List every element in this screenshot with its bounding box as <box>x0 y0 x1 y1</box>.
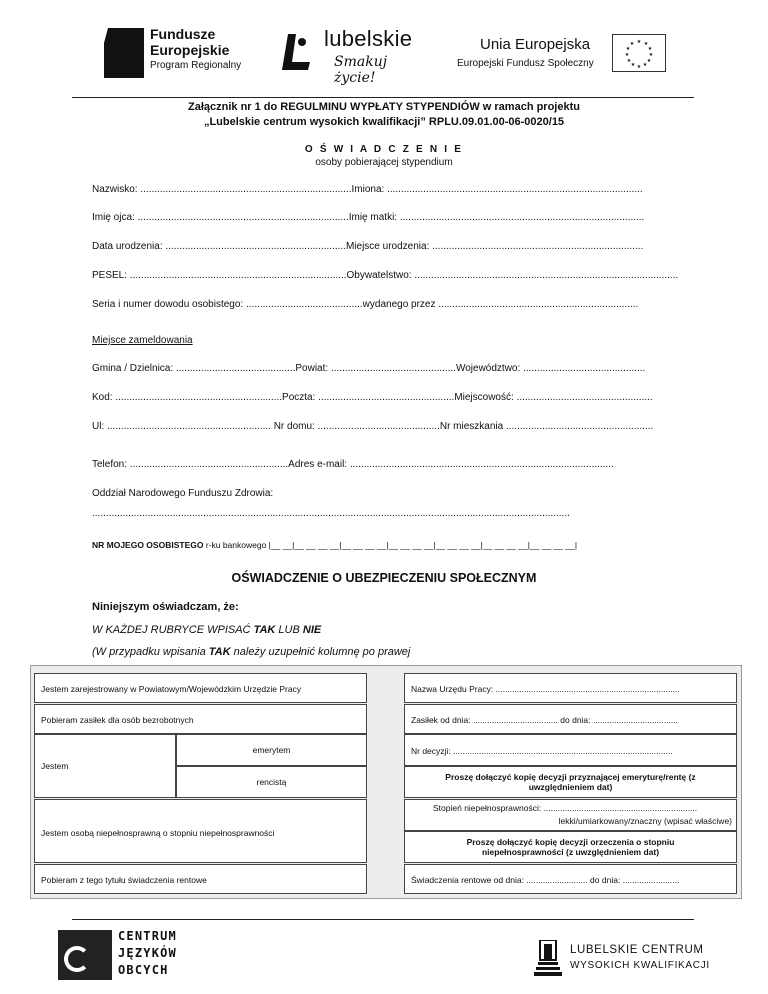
header-divider <box>72 97 694 98</box>
ue-title: Unia Europejska <box>480 36 591 53</box>
field-contact-row[interactable]: Telefon: .........................................................Adres e-mail: ............................................................................................... <box>92 459 614 470</box>
svg-text:★: ★ <box>643 41 649 47</box>
svg-text:★: ★ <box>624 52 630 58</box>
cjo-mark-icon <box>58 930 112 980</box>
declare-text: Niniejszym oświadczam, że: <box>92 601 239 613</box>
r2-left-text: Pobieram zasiłek dla osób bezrobotnych <box>41 715 194 725</box>
row-decision-number[interactable] <box>404 734 737 766</box>
cjo-line2: JĘZYKÓW <box>118 946 177 960</box>
instr1-c: LUB <box>275 624 303 636</box>
field-nfz-input[interactable]: ............................................................................................................................................................................ <box>92 508 570 519</box>
bank-account-boxes[interactable]: r-ku bankowego |__ __|__ __ __ __|__ __ __ __|__ __ __ __|__ __ __ __|__ __ __ __|__ __ __ __| <box>203 540 578 550</box>
r5-left-text: Pobieram z tego tytułu świadczenia rentowe <box>41 875 207 885</box>
field-id-row[interactable]: Seria i numer dowodu osobistego: ..........................................wydanego przez ........................................................................ <box>92 299 639 310</box>
row-disability[interactable] <box>34 799 367 863</box>
r3-pensioner-text: rencistą <box>256 777 287 787</box>
field-birth-row[interactable]: Data urodzenia: .................................................................Miejsce urodzenia: ............................................................................ <box>92 241 644 252</box>
instr2-tak: TAK <box>208 646 231 658</box>
centrum-jezykow-obcych-logo <box>58 928 178 984</box>
svg-text:★: ★ <box>642 62 648 68</box>
instr2-a: (W przypadku wpisania <box>92 646 209 658</box>
row-disability-note <box>404 831 737 863</box>
svg-text:★: ★ <box>636 39 642 45</box>
instr1-nie: NIE <box>302 624 322 636</box>
cjo-text <box>118 928 177 979</box>
row-unemployment-benefit[interactable] <box>34 704 367 734</box>
address-header: Miejsce zameldowania <box>92 335 193 346</box>
r3-left-text: Jestem <box>41 761 69 771</box>
svg-text:★: ★ <box>648 52 654 58</box>
fundusze-europejskie-logo <box>104 24 264 84</box>
r3-retiree-text: emerytem <box>252 745 291 755</box>
insurance-table <box>30 665 742 899</box>
instr1-tak: TAK <box>253 624 276 636</box>
instruction-1 <box>92 624 321 636</box>
r4-right-text1: Stopień niepełnosprawności: ................................................................. <box>433 803 698 813</box>
field-name-row[interactable]: Nazwisko: ............................................................................Imiona: ............................................................................................ <box>92 184 643 195</box>
r1-left-text: Jestem zarejestrowany w Powiatowym/Wojewódzkim Urzędzie Pracy <box>41 684 302 694</box>
lubelskie-slogan: Smakuj życie! <box>334 54 388 86</box>
row-unemployment-benefit-dates[interactable] <box>404 704 737 734</box>
unia-europejska-logo <box>454 30 666 80</box>
r4-right-text2: lekki/umiarkowany/znaczny (wpisać właściwe) <box>558 816 732 826</box>
r4-note-text: Proszę dołączyć kopię decyzji orzeczenia o stopniu niepełnosprawności (z uwzględnieniem dat) <box>466 837 675 857</box>
row-pension-benefits[interactable] <box>34 864 367 894</box>
fe-line1: Fundusze <box>150 26 216 42</box>
title-line2: „Lubelskie centrum wysokich kwalifikacji” RPLU.09.01.00-06-0020/15 <box>203 116 565 128</box>
svg-text:★: ★ <box>625 46 631 52</box>
r2-right-text: Zasiłek od dnia: .................................... do dnia: .................................... <box>411 715 678 725</box>
r3-note-text: Proszę dołączyć kopię decyzji przyznającej emeryturę/rentę (z uwzględnieniem dat) <box>445 772 696 792</box>
fe-subtitle: Program Regionalny <box>150 60 242 71</box>
field-gmina-row[interactable]: Gmina / Dzielnica: ...........................................Powiat: .............................................Województwo: ............................................ <box>92 363 646 374</box>
row-retiree[interactable] <box>176 734 367 766</box>
lubelskie-logo <box>276 26 426 86</box>
declaration-heading: O Ś W I A D C Z E N I E <box>304 144 464 155</box>
title-line1: Załącznik nr 1 do REGULMINU WYPŁATY STYPENDIÓW w ramach projektu <box>188 101 580 113</box>
row-pension-benefits-dates[interactable] <box>404 864 737 894</box>
lubelskie-mark-icon <box>280 32 314 72</box>
r5-right-text: Świadczenia rentowe od dnia: .......................... do dnia: ........................ <box>411 875 680 885</box>
svg-text:★: ★ <box>647 46 653 52</box>
instr2-c: należy uzupełnić kolumnę po prawej <box>230 646 411 658</box>
section-title: OŚWIADCZENIE O UBEZPIECZENIU SPOŁECZNYM <box>231 571 537 585</box>
lck-line1: LUBELSKIE CENTRUM <box>570 944 704 956</box>
lubelskie-text: lubelskie <box>324 26 413 51</box>
field-code-row[interactable]: Kod: ............................................................Poczta: .................................................Miejscowość: ................................................. <box>92 392 653 403</box>
lck-line2: WYSOKICH KWALIFIKACJI <box>570 960 710 971</box>
declaration-subheading: osoby pobierającej stypendium <box>315 157 453 168</box>
lck-stairs-icon <box>534 940 562 978</box>
svg-text:★: ★ <box>646 58 652 64</box>
lubelskie-centrum-logo <box>534 936 724 982</box>
r3-right-text: Nr decyzji: ............................................................................................. <box>411 746 673 756</box>
field-parents-row[interactable]: Imię ojca: ............................................................................Imię matki: ........................................................................................ <box>92 212 645 223</box>
svg-text:★: ★ <box>630 62 636 68</box>
svg-text:★: ★ <box>626 58 632 64</box>
field-pesel-row[interactable]: PESEL: ..............................................................................Obywatelstwo: ............................................................................................... <box>92 270 679 281</box>
eu-flag-icon <box>612 34 666 72</box>
row-pensioner[interactable] <box>176 766 367 798</box>
r4-left-text: Jestem osobą niepełnosprawną o stopniu niepełnosprawności <box>41 828 275 838</box>
instruction-2 <box>92 646 410 658</box>
field-street-row[interactable]: Ul: ........................................................... Nr domu: ............................................Nr mieszkania ..................................................... <box>92 421 654 432</box>
ue-subtitle: Europejski Fundusz Społeczny <box>457 58 594 69</box>
fe-star-icon <box>104 28 144 78</box>
bank-label: NR MOJEGO OSOBISTEGO <box>92 540 204 550</box>
row-pension-label <box>34 734 176 798</box>
field-nfz-label: Oddział Narodowego Funduszu Zdrowia: <box>92 488 274 499</box>
r1-right-text: Nazwa Urzędu Pracy: .............................................................................. <box>411 684 680 694</box>
cjo-line1: CENTRUM <box>118 929 177 943</box>
row-pension-note <box>404 766 737 798</box>
cjo-line3: OBCYCH <box>118 963 169 977</box>
document-title <box>0 100 768 130</box>
row-employment-office[interactable] <box>34 673 367 703</box>
fe-line2: Europejskie <box>150 42 230 58</box>
svg-text:★: ★ <box>629 41 635 47</box>
fe-title <box>150 26 229 58</box>
svg-text:★: ★ <box>636 64 642 70</box>
row-disability-degree[interactable] <box>404 799 737 831</box>
footer-divider <box>72 919 694 920</box>
instr1-a: W KAŻDEJ RUBRYCE WPISAĆ <box>92 624 254 636</box>
row-employment-office-detail[interactable] <box>404 673 737 703</box>
bank-account-row[interactable] <box>92 540 692 550</box>
